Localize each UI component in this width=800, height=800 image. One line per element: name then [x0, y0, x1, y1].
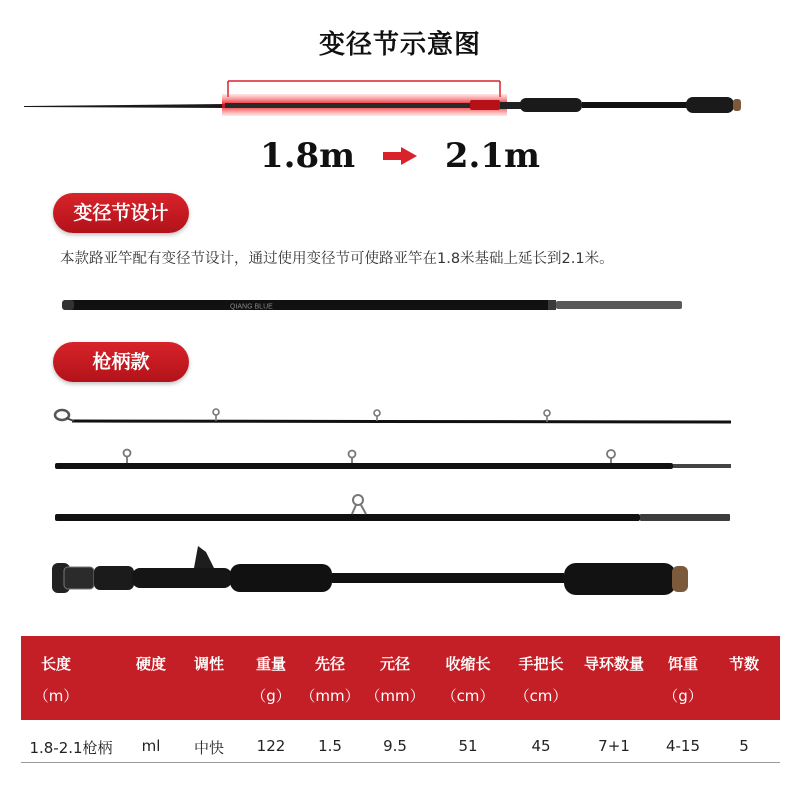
rod-butt-section: [55, 495, 730, 521]
rod-middle-section: [55, 450, 731, 470]
section-badge-casting: 枪柄款: [53, 342, 189, 382]
cell-lure-weight: 4-15: [665, 737, 701, 755]
header-weight: 重量 （g）: [251, 655, 291, 705]
right-arrow-icon: [383, 147, 417, 165]
table-bottom-border: [21, 762, 780, 763]
header-closed-length: 收缩长 （cm）: [441, 655, 495, 705]
reel-seat: [520, 98, 582, 112]
cell-weight: 122: [256, 737, 286, 755]
header-lure-weight: 饵重 （g）: [663, 655, 703, 705]
rod-brand-text: QIANG BLUE: [230, 303, 273, 311]
rod-sections-image: [0, 400, 800, 630]
page-title: 变径节示意图: [318, 30, 481, 60]
section-badge-reducer: 变径节设计: [53, 193, 189, 233]
cell-closed-length: 51: [458, 737, 478, 755]
cell-butt-diameter: 9.5: [383, 737, 407, 755]
reducer-description: 本款路亚竿配有变径节设计，通过使用变径节可使路亚竿在1.8米基础上延长到2.1米。: [60, 251, 614, 267]
header-tip-diameter: 先径 （mm）: [300, 655, 360, 705]
rod-tip: [24, 104, 225, 108]
cell-sections: 5: [739, 737, 749, 755]
rod-extension-diagram: [0, 60, 800, 130]
cell-tip-diameter: 1.5: [318, 737, 342, 755]
butt-cap: [733, 99, 741, 111]
header-guide-count: 导环数量: [583, 655, 644, 673]
casting-handle: [52, 546, 688, 595]
cell-length: 1.8-2.1枪柄: [29, 739, 113, 757]
cell-hardness: ml: [141, 737, 161, 755]
length-from: 1.8m: [260, 136, 356, 176]
length-change: [0, 134, 800, 176]
rod-tip-section: [55, 409, 731, 422]
header-sections: 节数: [728, 655, 759, 673]
cell-handle-length: 45: [531, 737, 551, 755]
rear-grip: [686, 97, 734, 113]
length-to: 2.1m: [444, 136, 540, 176]
header-butt-diameter: 元径 （mm）: [365, 655, 425, 705]
spec-table-header: [21, 636, 780, 720]
header-length: 长度 （m）: [33, 655, 79, 705]
header-hardness: 硬度: [135, 655, 166, 673]
cell-guide-count: 7+1: [598, 737, 630, 755]
header-action: 调性: [193, 655, 224, 673]
header-handle-length: 手把长 （cm）: [514, 655, 568, 705]
cell-action: 中快: [193, 739, 224, 757]
reducer-section-image: [0, 290, 800, 320]
